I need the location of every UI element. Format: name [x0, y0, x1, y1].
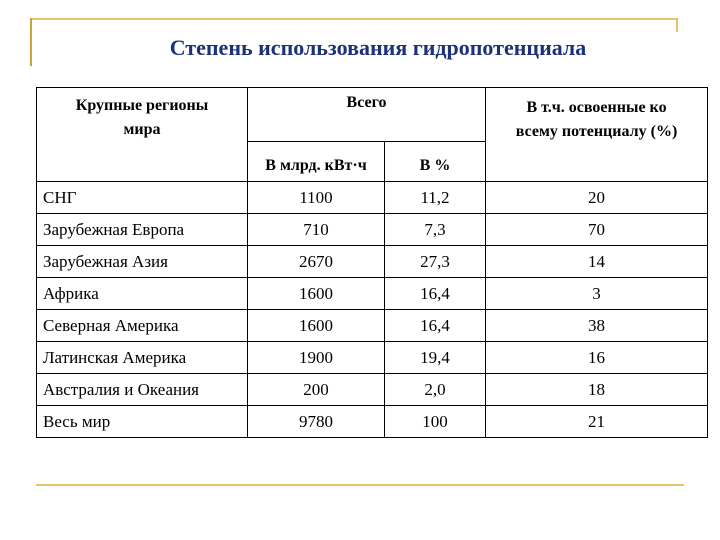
- cell-region: Латинская Америка: [37, 342, 248, 374]
- decorative-top-line: [30, 18, 678, 20]
- cell-bkwh: 2670: [248, 246, 385, 278]
- cell-region: Зарубежная Европа: [37, 214, 248, 246]
- cell-pct: 16,4: [385, 310, 486, 342]
- table-row: [37, 182, 708, 214]
- table-row: [37, 406, 708, 438]
- table-row: [37, 374, 708, 406]
- cell-developed: 18: [486, 374, 708, 406]
- decorative-bottom-line: [36, 484, 684, 486]
- cell-bkwh: 1100: [248, 182, 385, 214]
- cell-bkwh: 9780: [248, 406, 385, 438]
- table-row: [37, 214, 708, 246]
- cell-region: СНГ: [37, 182, 248, 214]
- cell-pct: 2,0: [385, 374, 486, 406]
- table-row: [37, 342, 708, 374]
- cell-pct: 7,3: [385, 214, 486, 246]
- cell-developed: 3: [486, 278, 708, 310]
- page-title: Степень использования гидропотенциала: [169, 35, 587, 60]
- header-total-pct: В %: [385, 142, 486, 182]
- table-header-row: [37, 88, 708, 142]
- decorative-right-line: [676, 18, 678, 32]
- cell-pct: 27,3: [385, 246, 486, 278]
- cell-pct: 11,2: [385, 182, 486, 214]
- cell-bkwh: 1600: [248, 310, 385, 342]
- cell-region: Австралия и Океания: [37, 374, 248, 406]
- cell-region: Африка: [37, 278, 248, 310]
- header-developed: [486, 88, 708, 182]
- cell-pct: 100: [385, 406, 486, 438]
- cell-pct: 19,4: [385, 342, 486, 374]
- table-row: [37, 246, 708, 278]
- cell-region: Северная Америка: [37, 310, 248, 342]
- header-total-bkwh: В млрд. кВт·ч: [248, 142, 385, 182]
- header-region: [37, 88, 248, 182]
- cell-region: Весь мир: [37, 406, 248, 438]
- header-region-line1: Крупные регионы: [75, 97, 209, 114]
- cell-developed: 38: [486, 310, 708, 342]
- header-region-line2: мира: [123, 121, 161, 138]
- header-developed-line2: всему потенциалу (%): [515, 123, 678, 140]
- table-row: [37, 278, 708, 310]
- hydropotential-table: [36, 87, 708, 438]
- table-row: [37, 310, 708, 342]
- cell-developed: 20: [486, 182, 708, 214]
- cell-region: Зарубежная Азия: [37, 246, 248, 278]
- cell-developed: 14: [486, 246, 708, 278]
- cell-bkwh: 1900: [248, 342, 385, 374]
- header-developed-line1: В т.ч. освоенные ко: [526, 99, 667, 116]
- cell-developed: 16: [486, 342, 708, 374]
- cell-developed: 70: [486, 214, 708, 246]
- cell-pct: 16,4: [385, 278, 486, 310]
- cell-bkwh: 1600: [248, 278, 385, 310]
- cell-bkwh: 200: [248, 374, 385, 406]
- header-total: Всего: [248, 88, 486, 142]
- cell-bkwh: 710: [248, 214, 385, 246]
- cell-developed: 21: [486, 406, 708, 438]
